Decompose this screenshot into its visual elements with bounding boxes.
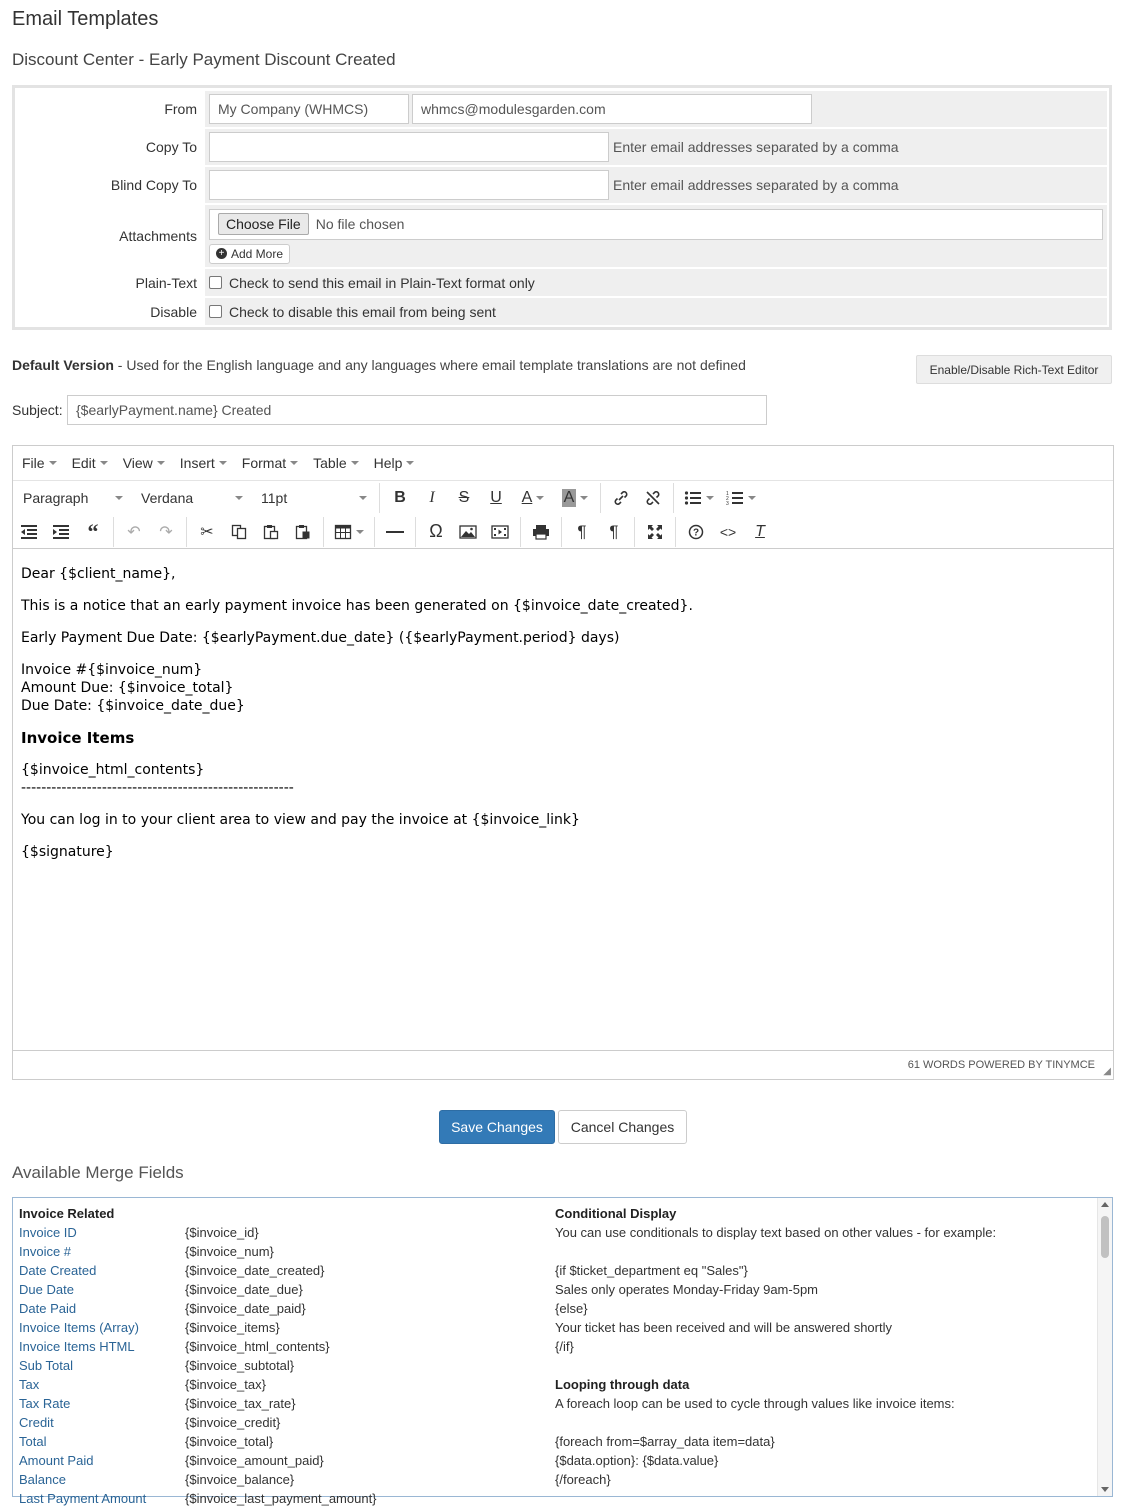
save-changes-button[interactable]: Save Changes	[439, 1110, 555, 1144]
copy-to-row	[17, 129, 1107, 165]
merge-field-code: {$invoice_num}	[185, 1244, 274, 1259]
merge-field-code: {$invoice_tax}	[185, 1377, 266, 1392]
merge-field-label[interactable]: Due Date	[19, 1282, 74, 1297]
merge-field-row[interactable]	[19, 1261, 559, 1280]
looping-heading: Looping through data	[555, 1377, 690, 1392]
outdent-icon[interactable]	[13, 517, 45, 547]
menu-table[interactable]: Table	[313, 455, 358, 471]
page-title: Email Templates	[12, 8, 159, 30]
copy-icon[interactable]	[223, 517, 255, 547]
merge-field-label[interactable]: Balance	[19, 1472, 66, 1487]
merge-field-code: {$invoice_last_payment_amount}	[185, 1491, 377, 1506]
undo-icon[interactable]: ↶	[127, 523, 141, 541]
cancel-changes-button[interactable]: Cancel Changes	[558, 1110, 687, 1144]
disable-text: Check to disable this email from being sent	[229, 303, 496, 320]
from-email-input[interactable]: whmcs@modulesgarden.com	[412, 94, 812, 124]
disable-checkbox[interactable]	[209, 305, 222, 318]
menu-file[interactable]: File	[22, 455, 57, 471]
body-divider: ------------------------------------------------------	[21, 780, 294, 796]
unlink-icon[interactable]	[637, 483, 669, 513]
menu-help[interactable]: Help	[374, 455, 415, 471]
plaintext-label: Plain-Text	[135, 274, 197, 291]
body-due-date: Early Payment Due Date: {$earlyPayment.due_date} ({$earlyPayment.period} days)	[21, 630, 620, 646]
bcc-input[interactable]	[209, 170, 609, 200]
conditional-display-line: {if $ticket_department eq "Sales"}	[555, 1263, 748, 1278]
default-version-title: Default Version	[12, 357, 114, 373]
merge-field-row[interactable]	[19, 1375, 559, 1394]
editor-statusbar	[13, 1050, 1113, 1079]
conditional-display-line	[555, 1356, 1095, 1375]
menu-format[interactable]: Format	[242, 455, 298, 471]
conditional-display-line	[555, 1242, 1095, 1261]
looping-line: A foreach loop can be used to cycle through values like invoice items:	[555, 1396, 955, 1411]
from-label: From	[164, 101, 197, 117]
merge-field-row[interactable]	[19, 1413, 559, 1432]
copy-to-input[interactable]	[209, 132, 609, 162]
merge-field-label[interactable]: Invoice Items (Array)	[19, 1320, 139, 1335]
ltr-direction-icon[interactable]: ¶	[577, 521, 587, 541]
merge-field-row[interactable]	[19, 1394, 559, 1413]
conditional-display-line: {else}	[555, 1301, 588, 1316]
menu-edit[interactable]: Edit	[72, 455, 108, 471]
image-icon[interactable]	[452, 517, 484, 547]
looping-line: {$data.option}: {$data.value}	[555, 1453, 719, 1468]
disable-row	[17, 298, 1107, 325]
disable-label: Disable	[150, 303, 197, 320]
copy-to-hint: Enter email addresses separated by a comma	[613, 139, 899, 155]
merge-field-code: {$invoice_id}	[185, 1225, 259, 1240]
plus-circle-icon: +	[216, 248, 227, 259]
merge-field-row[interactable]	[19, 1318, 559, 1337]
merge-field-label[interactable]: Date Paid	[19, 1301, 77, 1316]
svg-text:?: ?	[692, 527, 700, 538]
svg-text:2: 2	[726, 496, 729, 502]
strikethrough-icon[interactable]: S	[458, 489, 470, 506]
rtl-direction-icon[interactable]: ¶	[609, 521, 619, 541]
conditional-display-heading: Conditional Display	[555, 1206, 677, 1221]
body-amount-due: Amount Due: {$invoice_total}	[21, 680, 234, 696]
merge-help-text	[555, 1204, 1095, 1489]
body-invoice-items	[21, 761, 1105, 797]
subject-label: Subject:	[12, 402, 63, 418]
merge-field-label[interactable]: Amount Paid	[19, 1453, 94, 1468]
horizontal-rule-icon[interactable]	[379, 517, 411, 547]
menu-insert[interactable]: Insert	[180, 455, 227, 471]
redo-icon[interactable]: ↷	[159, 523, 173, 541]
table-icon[interactable]	[328, 517, 370, 547]
editor-toolbar-row-2	[13, 515, 1113, 549]
from-name-input[interactable]: My Company (WHMCS)	[209, 94, 409, 124]
bcc-hint: Enter email addresses separated by a comma	[613, 177, 899, 193]
merge-field-row[interactable]	[19, 1451, 559, 1470]
file-input[interactable]	[209, 209, 1103, 240]
font-family-select[interactable]: Verdana	[131, 483, 251, 513]
help-icon[interactable]	[680, 517, 712, 547]
body-signature: {$signature}	[21, 844, 114, 860]
body-invoice-due: Due Date: {$invoice_date_due}	[21, 698, 245, 714]
media-icon[interactable]	[484, 517, 516, 547]
scroll-up-icon[interactable]	[1101, 1202, 1109, 1207]
merge-fields-list	[19, 1204, 559, 1508]
text-color-icon[interactable]: A	[512, 483, 554, 513]
merge-fields-title: Available Merge Fields	[12, 1163, 184, 1182]
body-login-note: You can log in to your client area to view and pay the invoice at {$invoice_link}	[21, 812, 580, 828]
special-character-icon[interactable]: Ω	[429, 521, 443, 541]
link-icon[interactable]	[605, 483, 637, 513]
merge-field-label[interactable]: Invoice ID	[19, 1225, 77, 1240]
rich-text-toggle-button[interactable]: Enable/Disable Rich-Text Editor	[916, 355, 1112, 384]
template-settings-form	[12, 85, 1112, 330]
choose-file-button[interactable]: Choose File	[218, 213, 309, 235]
plaintext-text: Check to send this email in Plain-Text format only	[229, 274, 535, 291]
merge-field-row[interactable]	[19, 1432, 559, 1451]
merge-field-label[interactable]: Invoice #	[19, 1244, 72, 1259]
attachments-label: Attachments	[119, 228, 197, 244]
editor-toolbar-row-1	[13, 481, 1113, 515]
merge-field-code: {$invoice_date_paid}	[185, 1301, 306, 1316]
merge-field-code: {$invoice_credit}	[185, 1415, 281, 1430]
merge-field-row[interactable]	[19, 1242, 559, 1261]
conditional-display-line: Your ticket has been received and will be answered shortly	[555, 1320, 892, 1335]
merge-field-code: {$invoice_amount_paid}	[185, 1453, 324, 1468]
looping-line	[555, 1413, 1095, 1432]
conditional-display-line: You can use conditionals to display text based on other values - for example:	[555, 1225, 997, 1240]
merge-field-code: {$invoice_subtotal}	[185, 1358, 295, 1373]
editor-content[interactable]	[13, 551, 1113, 1051]
subject-input[interactable]: {$earlyPayment.name} Created	[67, 395, 767, 425]
svg-text:3: 3	[726, 501, 729, 507]
looping-line: {/foreach}	[555, 1472, 611, 1487]
merge-field-row[interactable]	[19, 1470, 559, 1489]
blockquote-icon[interactable]: “	[87, 518, 99, 544]
merge-scrollbar[interactable]	[1097, 1198, 1112, 1496]
merge-field-row[interactable]	[19, 1356, 559, 1375]
merge-field-label[interactable]: Tax	[19, 1377, 40, 1392]
body-greeting: Dear {$client_name},	[21, 566, 176, 582]
merge-fields-panel	[12, 1197, 1113, 1506]
plaintext-row	[17, 269, 1107, 296]
bullet-list-icon[interactable]	[678, 483, 720, 513]
resize-handle-icon[interactable]: ◢	[1103, 1066, 1111, 1077]
underline-icon[interactable]: U	[490, 489, 502, 506]
add-more-label: Add More	[231, 246, 284, 261]
body-notice: This is a notice that an early payment invoice has been generated on {$invoice_date_created}.	[21, 598, 693, 614]
scroll-thumb[interactable]	[1101, 1216, 1109, 1258]
merge-field-row[interactable]	[19, 1280, 559, 1299]
merge-field-row[interactable]	[19, 1299, 559, 1318]
paste-text-icon[interactable]	[287, 517, 319, 547]
bold-icon[interactable]: B	[394, 489, 406, 506]
merge-field-code: {$invoice_html_contents}	[185, 1339, 330, 1354]
merge-field-code: {$invoice_date_created}	[185, 1263, 325, 1278]
attachments-row	[17, 205, 1107, 267]
body-invoice-summary	[21, 661, 1105, 715]
svg-text:1: 1	[726, 491, 729, 497]
font-size-select[interactable]: 11pt	[251, 483, 375, 513]
merge-field-code: {$invoice_items}	[185, 1320, 280, 1335]
scroll-down-icon[interactable]	[1101, 1487, 1109, 1492]
merge-field-row[interactable]	[19, 1337, 559, 1356]
default-version-desc: - Used for the English language and any languages where email template translations are not defined	[113, 357, 746, 373]
from-row	[17, 91, 1107, 127]
merge-field-code: {$invoice_total}	[185, 1434, 274, 1449]
numbered-list-icon[interactable]	[720, 483, 762, 513]
merge-field-label[interactable]: Invoice Items HTML	[19, 1339, 135, 1354]
bcc-label: Blind Copy To	[110, 177, 197, 193]
body-invoice-num: Invoice #{$invoice_num}	[21, 662, 203, 678]
merge-field-label[interactable]: Tax Rate	[19, 1396, 71, 1411]
merge-field-code: {$invoice_balance}	[185, 1472, 295, 1487]
menu-view[interactable]: View	[123, 455, 165, 471]
default-version-note	[12, 357, 746, 373]
rich-text-editor	[12, 445, 1114, 1080]
italic-icon[interactable]: I	[429, 489, 435, 506]
looping-line: {foreach from=$array_data item=data}	[555, 1434, 775, 1449]
merge-field-code: {$invoice_tax_rate}	[185, 1396, 296, 1411]
print-icon[interactable]	[525, 517, 557, 547]
bcc-row	[17, 167, 1107, 203]
background-color-icon[interactable]: A	[554, 483, 596, 513]
conditional-display-line: {/if}	[555, 1339, 574, 1354]
block-format-select[interactable]: Paragraph	[13, 483, 131, 513]
no-file-label: No file chosen	[315, 216, 405, 232]
add-more-button[interactable]	[209, 244, 290, 264]
body-invoice-items-heading: Invoice Items	[21, 729, 135, 747]
cut-icon[interactable]: ✂	[200, 523, 214, 541]
conditional-display-line: Sales only operates Monday-Friday 9am-5pm	[555, 1282, 819, 1297]
editor-menubar	[13, 446, 1113, 481]
word-count: 61 WORDS POWERED BY TINYMCE	[907, 1059, 1095, 1071]
clear-formatting-icon[interactable]: T	[755, 522, 765, 540]
merge-field-label[interactable]: Credit	[19, 1415, 54, 1430]
paste-icon[interactable]	[255, 517, 287, 547]
merge-field-row[interactable]	[19, 1489, 559, 1508]
merge-field-label[interactable]: Date Created	[19, 1263, 97, 1278]
source-code-icon[interactable]: <>	[719, 523, 737, 540]
merge-field-label[interactable]: Last Payment Amount	[19, 1491, 147, 1506]
merge-field-row[interactable]	[19, 1223, 559, 1242]
body-invoice-contents: {$invoice_html_contents}	[21, 762, 205, 778]
plaintext-checkbox[interactable]	[209, 276, 222, 289]
invoice-related-heading: Invoice Related	[19, 1206, 115, 1221]
fullscreen-icon[interactable]	[639, 517, 671, 547]
indent-icon[interactable]	[45, 517, 77, 547]
merge-field-label[interactable]: Total	[19, 1434, 47, 1449]
template-name: Discount Center - Early Payment Discount Created	[12, 50, 396, 69]
merge-field-label[interactable]: Sub Total	[19, 1358, 73, 1373]
copy-to-label: Copy To	[145, 139, 197, 155]
merge-field-code: {$invoice_date_due}	[185, 1282, 303, 1297]
